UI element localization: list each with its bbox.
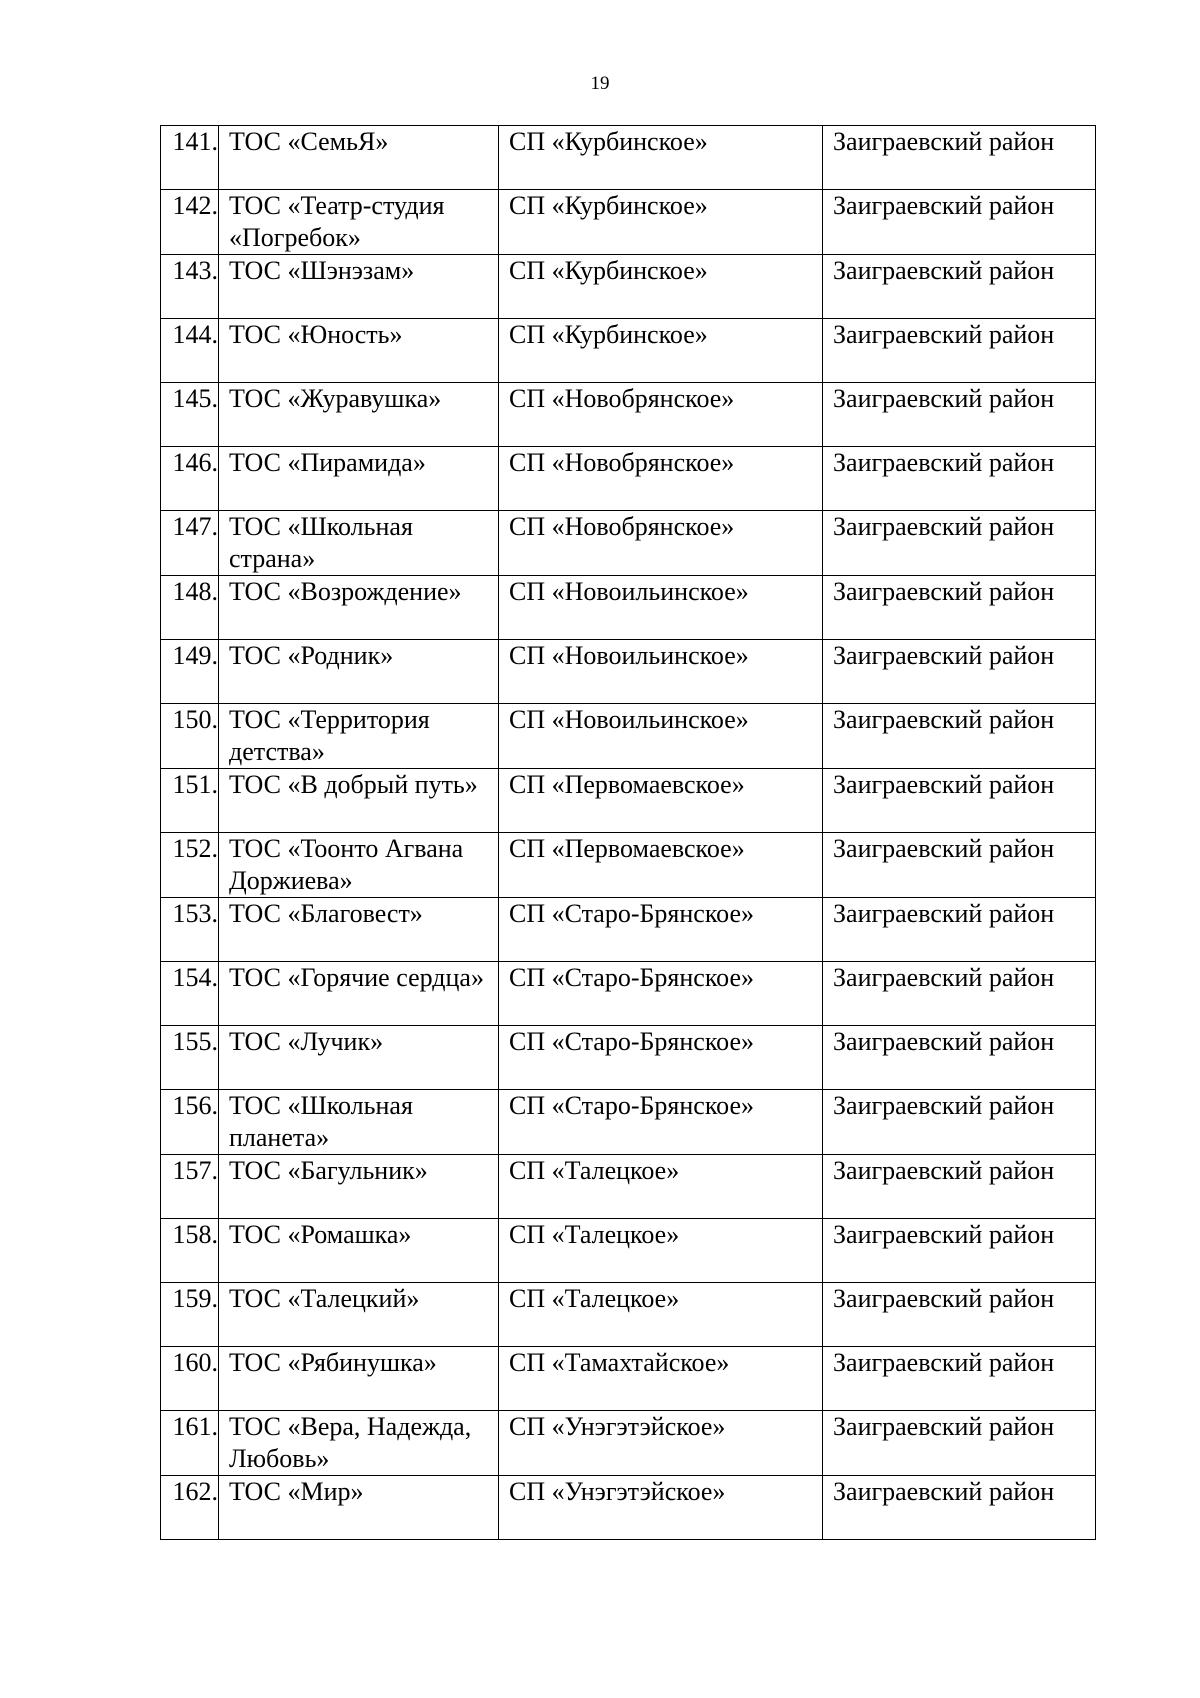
tos-name: ТОС «Юность» [229,320,403,349]
settlement-name: СП «Курбинское» [509,191,708,220]
tos-name-cell [219,833,499,898]
district-name: Заиграевский район [833,577,1055,606]
settlement-name-cell [499,833,823,898]
tos-name-cell [219,1155,499,1219]
tos-name-cell [219,1026,499,1090]
row-number: 152. [172,834,218,863]
district-name: Заиграевский район [833,963,1055,992]
tos-name-cell [219,640,499,704]
district-name: Заиграевский район [833,1156,1055,1185]
row-number-cell [161,898,219,962]
settlement-name: СП «Новоильинское» [509,577,749,606]
district-name-cell [823,898,1096,962]
settlement-name-cell [499,769,823,833]
row-number-cell [161,833,219,898]
settlement-name: СП «Новобрянское» [509,512,735,541]
row-number-cell [161,190,219,255]
row-number-cell [161,962,219,1026]
row-number: 149. [172,641,218,670]
district-name-cell [823,1090,1096,1155]
row-number-cell [161,1411,219,1476]
settlement-name: СП «Талецкое» [509,1284,680,1313]
row-number: 142. [172,191,218,220]
row-number: 156. [172,1091,218,1120]
table-row [161,447,1096,511]
settlement-name-cell [499,511,823,576]
district-name: Заиграевский район [833,1477,1055,1506]
settlement-name: СП «Первомаевское» [509,770,745,799]
tos-name: ТОС «СемьЯ» [229,127,389,156]
settlement-name-cell [499,190,823,255]
tos-name-cell [219,576,499,640]
table-row [161,255,1096,319]
tos-name-cell [219,1283,499,1347]
settlement-name: СП «Старо-Брянское» [509,963,755,992]
district-name: Заиграевский район [833,1027,1055,1056]
settlement-name-cell [499,1283,823,1347]
settlement-name: СП «Курбинское» [509,127,708,156]
settlement-name: СП «Унэгэтэйское» [509,1477,726,1506]
table-row [161,1026,1096,1090]
tos-name: ТОС «Театр-студия «Погребок» [229,191,445,252]
row-number: 161. [172,1412,218,1441]
tos-name-cell [219,319,499,383]
district-name: Заиграевский район [833,320,1055,349]
row-number: 155. [172,1027,218,1056]
settlement-name: СП «Талецкое» [509,1156,680,1185]
row-number: 144. [172,320,218,349]
tos-name: ТОС «Тоонто Агвана Доржиева» [229,834,464,895]
settlement-name-cell [499,383,823,447]
tos-name-cell [219,962,499,1026]
row-number-cell [161,255,219,319]
settlement-name-cell [499,1347,823,1411]
district-name-cell [823,190,1096,255]
settlement-name-cell [499,126,823,190]
district-name-cell [823,704,1096,769]
tos-name-cell [219,704,499,769]
table-row [161,511,1096,576]
tos-name: ТОС «Вера, Надежда, Любовь» [229,1412,472,1473]
row-number-cell [161,769,219,833]
district-name: Заиграевский район [833,705,1055,734]
row-number: 157. [172,1156,218,1185]
district-name-cell [823,447,1096,511]
settlement-name: СП «Талецкое» [509,1220,680,1249]
district-name: Заиграевский район [833,1284,1055,1313]
settlement-name: СП «Унэгэтэйское» [509,1412,726,1441]
district-name: Заиграевский район [833,641,1055,670]
settlement-name: СП «Новобрянское» [509,448,735,477]
row-number-cell [161,511,219,576]
district-name: Заиграевский район [833,191,1055,220]
row-number-cell [161,383,219,447]
settlement-name: СП «Курбинское» [509,320,708,349]
district-name-cell [823,511,1096,576]
table-row [161,1219,1096,1283]
tos-name: ТОС «Возрождение» [229,577,462,606]
tos-name-cell [219,511,499,576]
settlement-name-cell [499,1155,823,1219]
table-row [161,898,1096,962]
district-name-cell [823,576,1096,640]
tos-name-cell [219,1411,499,1476]
district-name-cell [823,769,1096,833]
table-row [161,126,1096,190]
row-number: 146. [172,448,218,477]
settlement-name: СП «Новоильинское» [509,641,749,670]
row-number: 150. [172,705,218,734]
table-row [161,190,1096,255]
tos-name: ТОС «Ромашка» [229,1220,412,1249]
page-number: 19 [590,73,610,94]
table-row [161,1090,1096,1155]
row-number-cell [161,1090,219,1155]
row-number-cell [161,1219,219,1283]
settlement-name: СП «Тамахтайское» [509,1348,730,1377]
district-name: Заиграевский район [833,1348,1055,1377]
settlement-name-cell [499,1026,823,1090]
table-body [161,126,1096,1540]
district-name: Заиграевский район [833,770,1055,799]
tos-name-cell [219,255,499,319]
tos-name: ТОС «Школьная страна» [229,512,413,573]
tos-name-cell [219,190,499,255]
tos-name: ТОС «Рябинушка» [229,1348,437,1377]
tos-name: ТОС «В добрый путь» [229,770,478,799]
tos-name-cell [219,126,499,190]
row-number-cell [161,1283,219,1347]
tos-name: ТОС «Горячие сердца» [229,963,484,992]
district-name-cell [823,126,1096,190]
row-number-cell [161,1026,219,1090]
row-number: 154. [172,963,218,992]
district-name-cell [823,962,1096,1026]
tos-name: ТОС «Багульник» [229,1156,428,1185]
row-number: 160. [172,1348,218,1377]
district-name: Заиграевский район [833,256,1055,285]
row-number: 147. [172,512,218,541]
settlement-name-cell [499,1090,823,1155]
table-row [161,769,1096,833]
row-number: 148. [172,577,218,606]
settlement-name: СП «Старо-Брянское» [509,1091,755,1120]
tos-name: ТОС «Журавушка» [229,384,442,413]
row-number-cell [161,704,219,769]
row-number-cell [161,1347,219,1411]
table-row [161,1155,1096,1219]
tos-name: ТОС «Школьная планета» [229,1091,413,1152]
table-row [161,576,1096,640]
district-name-cell [823,1283,1096,1347]
tos-name-cell [219,769,499,833]
district-name: Заиграевский район [833,127,1055,156]
tos-name: ТОС «Благовест» [229,899,423,928]
district-name-cell [823,1347,1096,1411]
tos-name-cell [219,1347,499,1411]
table-row [161,1411,1096,1476]
tos-name: ТОС «Пирамида» [229,448,426,477]
table-row [161,319,1096,383]
district-name-cell [823,383,1096,447]
settlement-name-cell [499,1219,823,1283]
tos-name-cell [219,898,499,962]
tos-name-cell [219,383,499,447]
row-number-cell [161,126,219,190]
settlement-name-cell [499,447,823,511]
settlement-name-cell [499,704,823,769]
settlement-name: СП «Старо-Брянское» [509,1027,755,1056]
district-name: Заиграевский район [833,1091,1055,1120]
district-name: Заиграевский район [833,1412,1055,1441]
settlement-name-cell [499,576,823,640]
tos-name: ТОС «Территория детства» [229,705,430,766]
table-row [161,1476,1096,1540]
settlement-name: СП «Новоильинское» [509,705,749,734]
settlement-name-cell [499,962,823,1026]
district-name-cell [823,1219,1096,1283]
district-name: Заиграевский район [833,384,1055,413]
row-number-cell [161,319,219,383]
tos-name: ТОС «Родник» [229,641,394,670]
settlement-name-cell [499,640,823,704]
district-name-cell [823,255,1096,319]
settlement-name: СП «Курбинское» [509,256,708,285]
settlement-name-cell [499,898,823,962]
row-number: 162. [172,1477,218,1506]
settlement-name: СП «Первомаевское» [509,834,745,863]
tos-name-cell [219,1090,499,1155]
district-name-cell [823,1476,1096,1540]
district-name: Заиграевский район [833,899,1055,928]
table-row [161,962,1096,1026]
tos-name: ТОС «Лучик» [229,1027,384,1056]
tos-name-cell [219,1219,499,1283]
row-number-cell [161,1155,219,1219]
row-number: 151. [172,770,218,799]
tos-name: ТОС «Шэнэзам» [229,256,415,285]
district-name: Заиграевский район [833,512,1055,541]
district-name: Заиграевский район [833,1220,1055,1249]
row-number-cell [161,447,219,511]
district-name-cell [823,833,1096,898]
district-name-cell [823,1411,1096,1476]
district-name: Заиграевский район [833,448,1055,477]
row-number: 145. [172,384,218,413]
settlement-name-cell [499,1411,823,1476]
district-name-cell [823,640,1096,704]
settlement-name: СП «Новобрянское» [509,384,735,413]
row-number-cell [161,640,219,704]
table-row [161,704,1096,769]
tos-name: ТОС «Мир» [229,1477,364,1506]
row-number: 153. [172,899,218,928]
table-row [161,383,1096,447]
row-number-cell [161,1476,219,1540]
district-name-cell [823,319,1096,383]
row-number: 158. [172,1220,218,1249]
district-name-cell [823,1155,1096,1219]
settlement-name: СП «Старо-Брянское» [509,899,755,928]
row-number: 143. [172,256,218,285]
settlement-name-cell [499,319,823,383]
table-row [161,1347,1096,1411]
table-row [161,640,1096,704]
tos-registry-table [160,125,1096,1540]
row-number-cell [161,576,219,640]
settlement-name-cell [499,1476,823,1540]
district-name-cell [823,1026,1096,1090]
district-name: Заиграевский район [833,834,1055,863]
row-number: 141. [172,127,218,156]
tos-name: ТОС «Талецкий» [229,1284,420,1313]
settlement-name-cell [499,255,823,319]
table-row [161,833,1096,898]
tos-name-cell [219,1476,499,1540]
row-number: 159. [172,1284,218,1313]
tos-name-cell [219,447,499,511]
table-row [161,1283,1096,1347]
